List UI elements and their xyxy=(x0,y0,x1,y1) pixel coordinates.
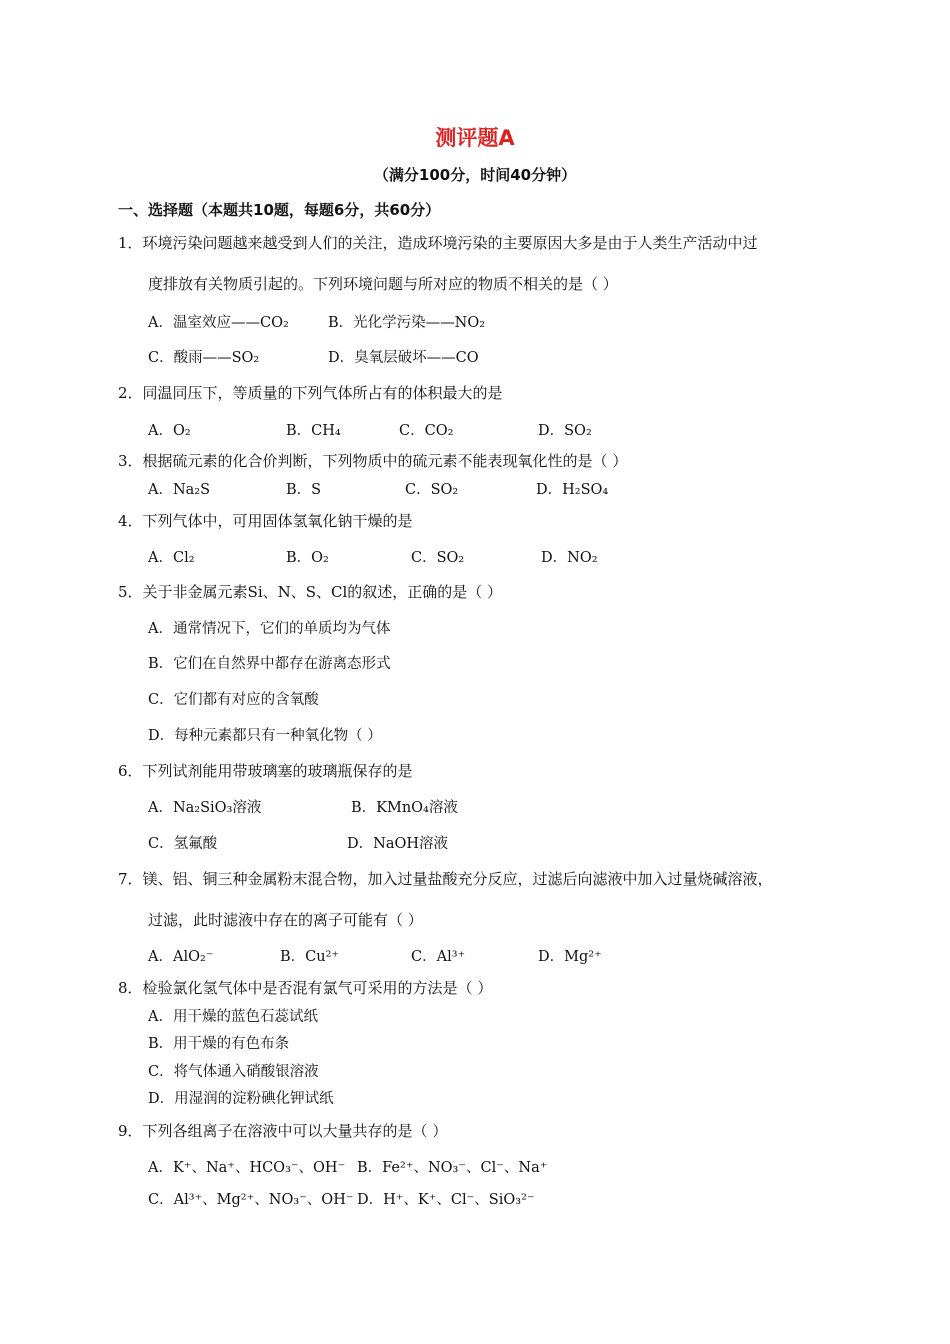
q2-option-b: B．CH₄ xyxy=(286,423,341,439)
q4-option-c: C．SO₂ xyxy=(411,550,465,566)
page-subtitle: （满分100分，时间40分钟） xyxy=(373,166,577,184)
q3-stem: 3．根据硫元素的化合价判断，下列物质中的硫元素不能表现氧化性的是（ ） xyxy=(118,452,628,470)
q4-option-a: A．Cl₂ xyxy=(148,550,195,566)
q2-option-a: A．O₂ xyxy=(148,423,191,439)
q2-stem: 2．同温同压下，等质量的下列气体所占有的体积最大的是 xyxy=(118,384,503,402)
q9-stem: 9．下列各组离子在溶液中可以大量共存的是（ ） xyxy=(118,1122,448,1140)
q3-option-b: B．S xyxy=(286,482,322,498)
page-title: 测评题A xyxy=(435,126,515,150)
q1-option-b: B．光化学污染——NO₂ xyxy=(328,315,486,331)
q7-option-a: A．AlO₂⁻ xyxy=(148,949,214,965)
q5-stem: 5．关于非金属元素Si、N、S、Cl的叙述，正确的是（ ） xyxy=(118,583,503,601)
q8-option-d: D．用湿润的淀粉碘化钾试纸 xyxy=(148,1091,334,1107)
q7-stem-line1: 7．镁、铝、铜三种金属粉末混合物，加入过量盐酸充分反应，过滤后向滤液中加入过量烧碱溶液， xyxy=(118,870,773,888)
q7-stem-line2: 过滤，此时滤液中存在的离子可能有（ ） xyxy=(148,911,423,929)
q2-option-d: D．SO₂ xyxy=(538,423,592,439)
q7-option-b: B．Cu²⁺ xyxy=(280,949,340,965)
q2-option-c: C．CO₂ xyxy=(399,423,454,439)
q5-option-d: D．每种元素都只有一种氧化物（ ） xyxy=(148,728,382,744)
q9-option-d: D．H⁺、K⁺、Cl⁻、SiO₃²⁻ xyxy=(357,1192,535,1208)
q1-option-d: D．臭氧层破坏——CO xyxy=(328,350,479,366)
q6-option-a: A．Na₂SiO₃溶液 xyxy=(148,800,262,816)
q3-option-a: A．Na₂S xyxy=(148,482,211,498)
q9-option-a: A．K⁺、Na⁺、HCO₃⁻、OH⁻ xyxy=(148,1160,346,1176)
q8-option-c: C．将气体通入硝酸银溶液 xyxy=(148,1064,319,1080)
q6-option-d: D．NaOH溶液 xyxy=(347,836,448,852)
q7-option-c: C．Al³⁺ xyxy=(411,949,466,965)
q9-option-c: C．Al³⁺、Mg²⁺、NO₃⁻、OH⁻ xyxy=(148,1192,354,1208)
q1-option-c: C．酸雨——SO₂ xyxy=(148,350,260,366)
q3-option-d: D．H₂SO₄ xyxy=(536,482,609,498)
section-heading: 一、选择题（本题共10题，每题6分，共60分） xyxy=(118,201,441,219)
q6-option-b: B．KMnO₄溶液 xyxy=(351,800,458,816)
q5-option-c: C．它们都有对应的含氧酸 xyxy=(148,692,319,708)
q4-option-d: D．NO₂ xyxy=(541,550,598,566)
q1-stem-line1: 1．环境污染问题越来越受到人们的关注，造成环境污染的主要原因大多是由于人类生产活动中过 xyxy=(118,234,758,252)
q7-option-d: D．Mg²⁺ xyxy=(538,949,602,965)
q1-stem-line2: 度排放有关物质引起的。下列环境问题与所对应的物质不相关的是（ ） xyxy=(148,275,618,293)
q8-option-a: A．用干燥的蓝色石蕊试纸 xyxy=(148,1009,318,1025)
q6-option-c: C．氢氟酸 xyxy=(148,836,218,852)
q4-option-b: B．O₂ xyxy=(286,550,329,566)
q6-stem: 6．下列试剂能用带玻璃塞的玻璃瓶保存的是 xyxy=(118,762,413,780)
q3-option-c: C．SO₂ xyxy=(405,482,459,498)
q9-option-b: B．Fe²⁺、NO₃⁻、Cl⁻、Na⁺ xyxy=(357,1160,548,1176)
q5-option-b: B．它们在自然界中都存在游离态形式 xyxy=(148,656,391,672)
q4-stem: 4．下列气体中，可用固体氢氧化钠干燥的是 xyxy=(118,512,413,530)
q8-option-b: B．用干燥的有色布条 xyxy=(148,1036,290,1052)
q5-option-a: A．通常情况下，它们的单质均为气体 xyxy=(148,621,391,637)
q8-stem: 8．检验氯化氢气体中是否混有氯气可采用的方法是（ ） xyxy=(118,979,493,997)
q1-option-a: A．温室效应——CO₂ xyxy=(148,315,289,331)
